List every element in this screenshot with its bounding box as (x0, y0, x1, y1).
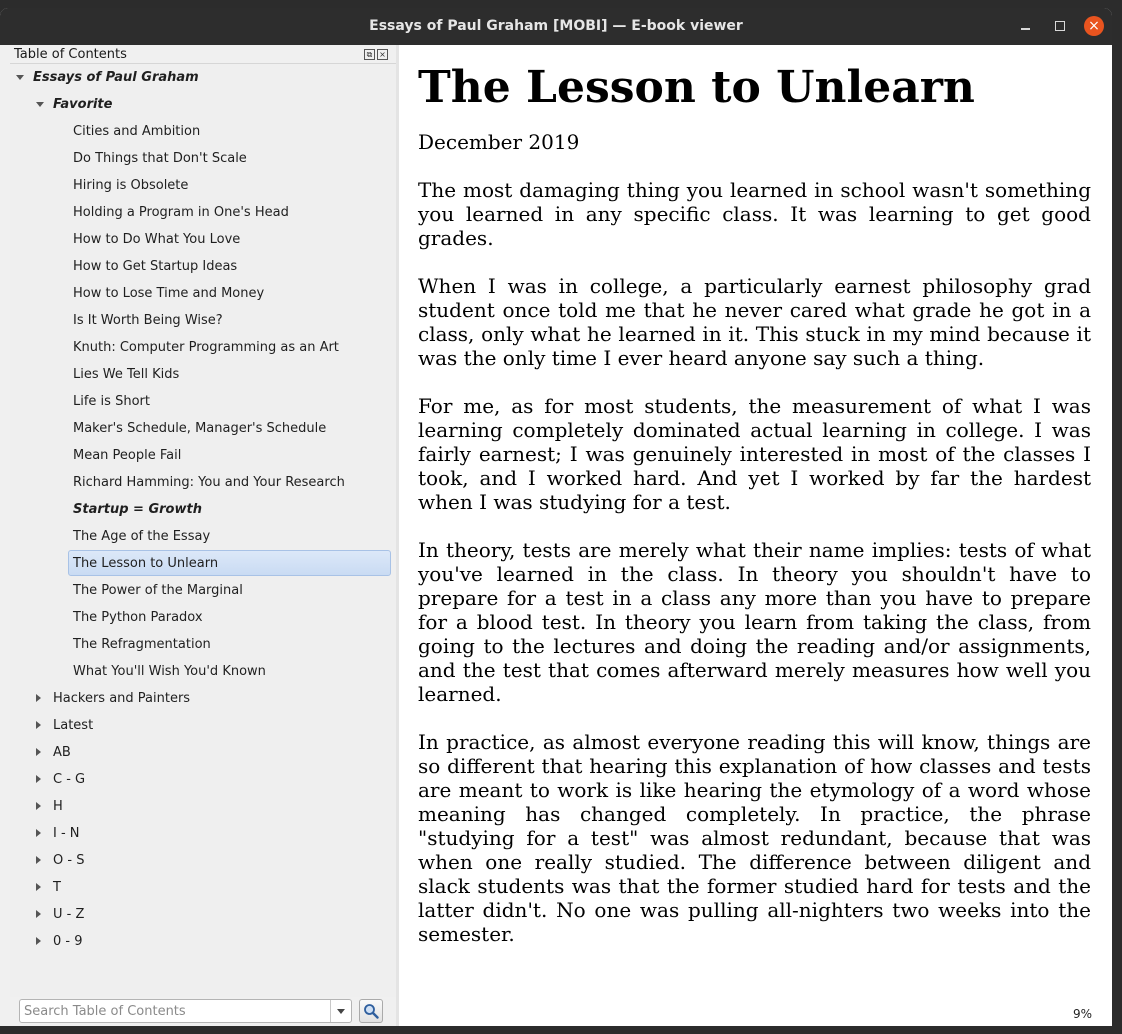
toc-item-label: 0 - 9 (53, 933, 83, 949)
toc-tree[interactable] (10, 63, 396, 997)
toc-item[interactable] (73, 388, 150, 414)
toc-item[interactable] (73, 658, 266, 684)
toc-item-label: AB (53, 744, 71, 760)
toc-item-label: The Power of the Marginal (73, 582, 243, 598)
close-icon: × (1088, 18, 1100, 34)
toc-item-label: How to Get Startup Ideas (73, 258, 238, 274)
toc-item-label: Do Things that Don't Scale (73, 150, 247, 166)
toc-item-label: Holding a Program in One's Head (73, 204, 289, 220)
collapse-arrow-icon[interactable] (16, 75, 24, 80)
expand-arrow-icon[interactable] (36, 748, 41, 756)
paragraph: When I was in college, a particularly earnest philosophy grad student once told me that he never cared what grade he got in a class, only what he learned in it. This stuck in my mind because it was the only time I ever heard anyone say such a thing. (418, 274, 1091, 370)
toc-item[interactable] (73, 469, 345, 495)
toc-item-label: Latest (53, 717, 94, 733)
toc-item[interactable] (73, 145, 247, 171)
title-bar[interactable] (0, 8, 1112, 45)
collapse-arrow-icon[interactable] (36, 102, 44, 107)
paragraph: The most damaging thing you learned in school wasn't something you learned in any specific class. It was learning to get good grades. (418, 178, 1091, 250)
toc-item[interactable] (53, 820, 80, 846)
toc-item[interactable] (73, 280, 264, 306)
toc-item-label: Cities and Ambition (73, 123, 201, 139)
toc-item[interactable] (53, 685, 190, 711)
toc-item-label: Hiring is Obsolete (73, 177, 189, 193)
expand-arrow-icon[interactable] (36, 856, 41, 864)
search-history-dropdown-icon[interactable] (330, 1000, 351, 1022)
expand-arrow-icon[interactable] (36, 883, 41, 891)
toc-item-label: How to Lose Time and Money (73, 285, 265, 301)
toc-item-label: Favorite (53, 96, 113, 112)
toc-item-label: H (53, 798, 63, 814)
toc-item[interactable] (53, 874, 61, 900)
minimize-button[interactable] (1015, 16, 1035, 36)
toc-item-label: Hackers and Painters (53, 690, 191, 706)
toc-search-button[interactable] (359, 999, 383, 1023)
search-icon (363, 1003, 379, 1019)
reading-progress: 9% (1072, 1007, 1092, 1021)
toc-item-label: Life is Short (73, 393, 150, 409)
paragraph: For me, as for most students, the measurement of what I was learning completely dominated actual learning in college. I was fairly earnest; I was genuinely interested in most of the classes I took, and I worked hard. And yet I worked by far the hardest when I was studying for a test. (418, 394, 1091, 514)
toc-item-label: Essays of Paul Graham (33, 69, 199, 85)
toc-item-label: Startup = Growth (73, 501, 202, 517)
toc-item[interactable] (33, 64, 199, 90)
toc-item[interactable] (73, 172, 188, 198)
toc-item[interactable] (73, 226, 240, 252)
expand-arrow-icon[interactable] (36, 910, 41, 918)
expand-arrow-icon[interactable] (36, 937, 41, 945)
paragraph: In theory, tests are merely what their name implies: tests of what you've learned in the class. In theory you shouldn't have to prepare for a test in a class any more than you have to prepare for a blood test. In theory you learn from taking the class, from going to the lectures and doing the reading and/or assignments, and the test that comes afterward merely measures how well you learned. (418, 538, 1091, 706)
toc-item[interactable] (73, 361, 179, 387)
toc-item[interactable] (73, 631, 211, 657)
toc-item[interactable] (73, 118, 200, 144)
toc-item-label: Knuth: Computer Programming as an Art (73, 339, 339, 355)
toc-item-label: Lies We Tell Kids (73, 366, 180, 382)
toc-item[interactable] (73, 523, 210, 549)
ebook-viewer-window (0, 8, 1112, 1026)
toc-item[interactable] (73, 442, 181, 468)
toc-item-label: Maker's Schedule, Manager's Schedule (73, 420, 327, 436)
toc-item-label: T (53, 879, 61, 895)
close-button[interactable] (1084, 16, 1104, 36)
toc-item[interactable] (53, 91, 112, 117)
toc-item-label: The Python Paradox (73, 609, 203, 625)
toc-item-label: The Lesson to Unlearn (73, 555, 219, 571)
book-page (418, 59, 1091, 946)
toc-item[interactable] (73, 577, 243, 603)
toc-search-combobox[interactable] (19, 999, 352, 1023)
toc-item-label: The Refragmentation (73, 636, 211, 652)
expand-arrow-icon[interactable] (36, 802, 41, 810)
toc-item-label: Richard Hamming: You and Your Research (73, 474, 345, 490)
toc-item[interactable] (53, 847, 84, 873)
expand-arrow-icon[interactable] (36, 721, 41, 729)
essay-date: December 2019 (418, 130, 580, 154)
toc-item-label: How to Do What You Love (73, 231, 241, 247)
toc-item[interactable] (53, 793, 63, 819)
paragraph: In practice, as almost everyone reading this will know, things are so different that hearing this explanation of how classes and tests are meant to work is like hearing the etymology of a word whose meaning has changed completely. In practice, the phrase "studying for a test" was almost redundant, because that was when one really studied. The difference between diligent and slack students was that the former studied hard for tests and the latter didn't. No one was pulling all-nighters two weeks into the semester. (418, 730, 1091, 946)
toc-item[interactable] (53, 901, 84, 927)
toc-item[interactable] (73, 415, 326, 441)
toc-item[interactable] (53, 712, 93, 738)
toc-item[interactable] (53, 739, 71, 765)
toc-panel (10, 45, 396, 1026)
toc-search-input[interactable] (20, 1000, 330, 1022)
float-panel-icon[interactable]: ⧉ (364, 49, 375, 60)
toc-item[interactable] (68, 550, 391, 576)
toc-item-label: The Age of the Essay (73, 528, 211, 544)
toc-item-label: Is It Worth Being Wise? (73, 312, 223, 328)
toc-item[interactable] (53, 928, 83, 954)
expand-arrow-icon[interactable] (36, 775, 41, 783)
toc-item[interactable] (73, 307, 223, 333)
close-panel-icon[interactable]: × (377, 49, 388, 60)
toc-item-label: O - S (53, 852, 85, 868)
toc-item[interactable] (73, 334, 339, 360)
book-content-view[interactable] (399, 45, 1112, 1026)
toc-item[interactable] (73, 199, 289, 225)
toc-item-label: Mean People Fail (73, 447, 182, 463)
toc-item[interactable] (73, 253, 237, 279)
chapter-title: The Lesson to Unlearn (418, 62, 975, 113)
toc-item-label: I - N (53, 825, 80, 841)
expand-arrow-icon[interactable] (36, 829, 41, 837)
toc-item-label: U - Z (53, 906, 85, 922)
maximize-button[interactable] (1050, 16, 1070, 36)
expand-arrow-icon[interactable] (36, 694, 41, 702)
window-title: Essays of Paul Graham [MOBI] — E-book viewer (369, 18, 743, 34)
toc-item[interactable] (53, 766, 85, 792)
toc-item[interactable] (73, 496, 202, 522)
toc-item-label: What You'll Wish You'd Known (73, 663, 266, 679)
toc-panel-title: Table of Contents (14, 47, 127, 62)
toc-item-label: C - G (53, 771, 86, 787)
toc-item[interactable] (73, 604, 203, 630)
